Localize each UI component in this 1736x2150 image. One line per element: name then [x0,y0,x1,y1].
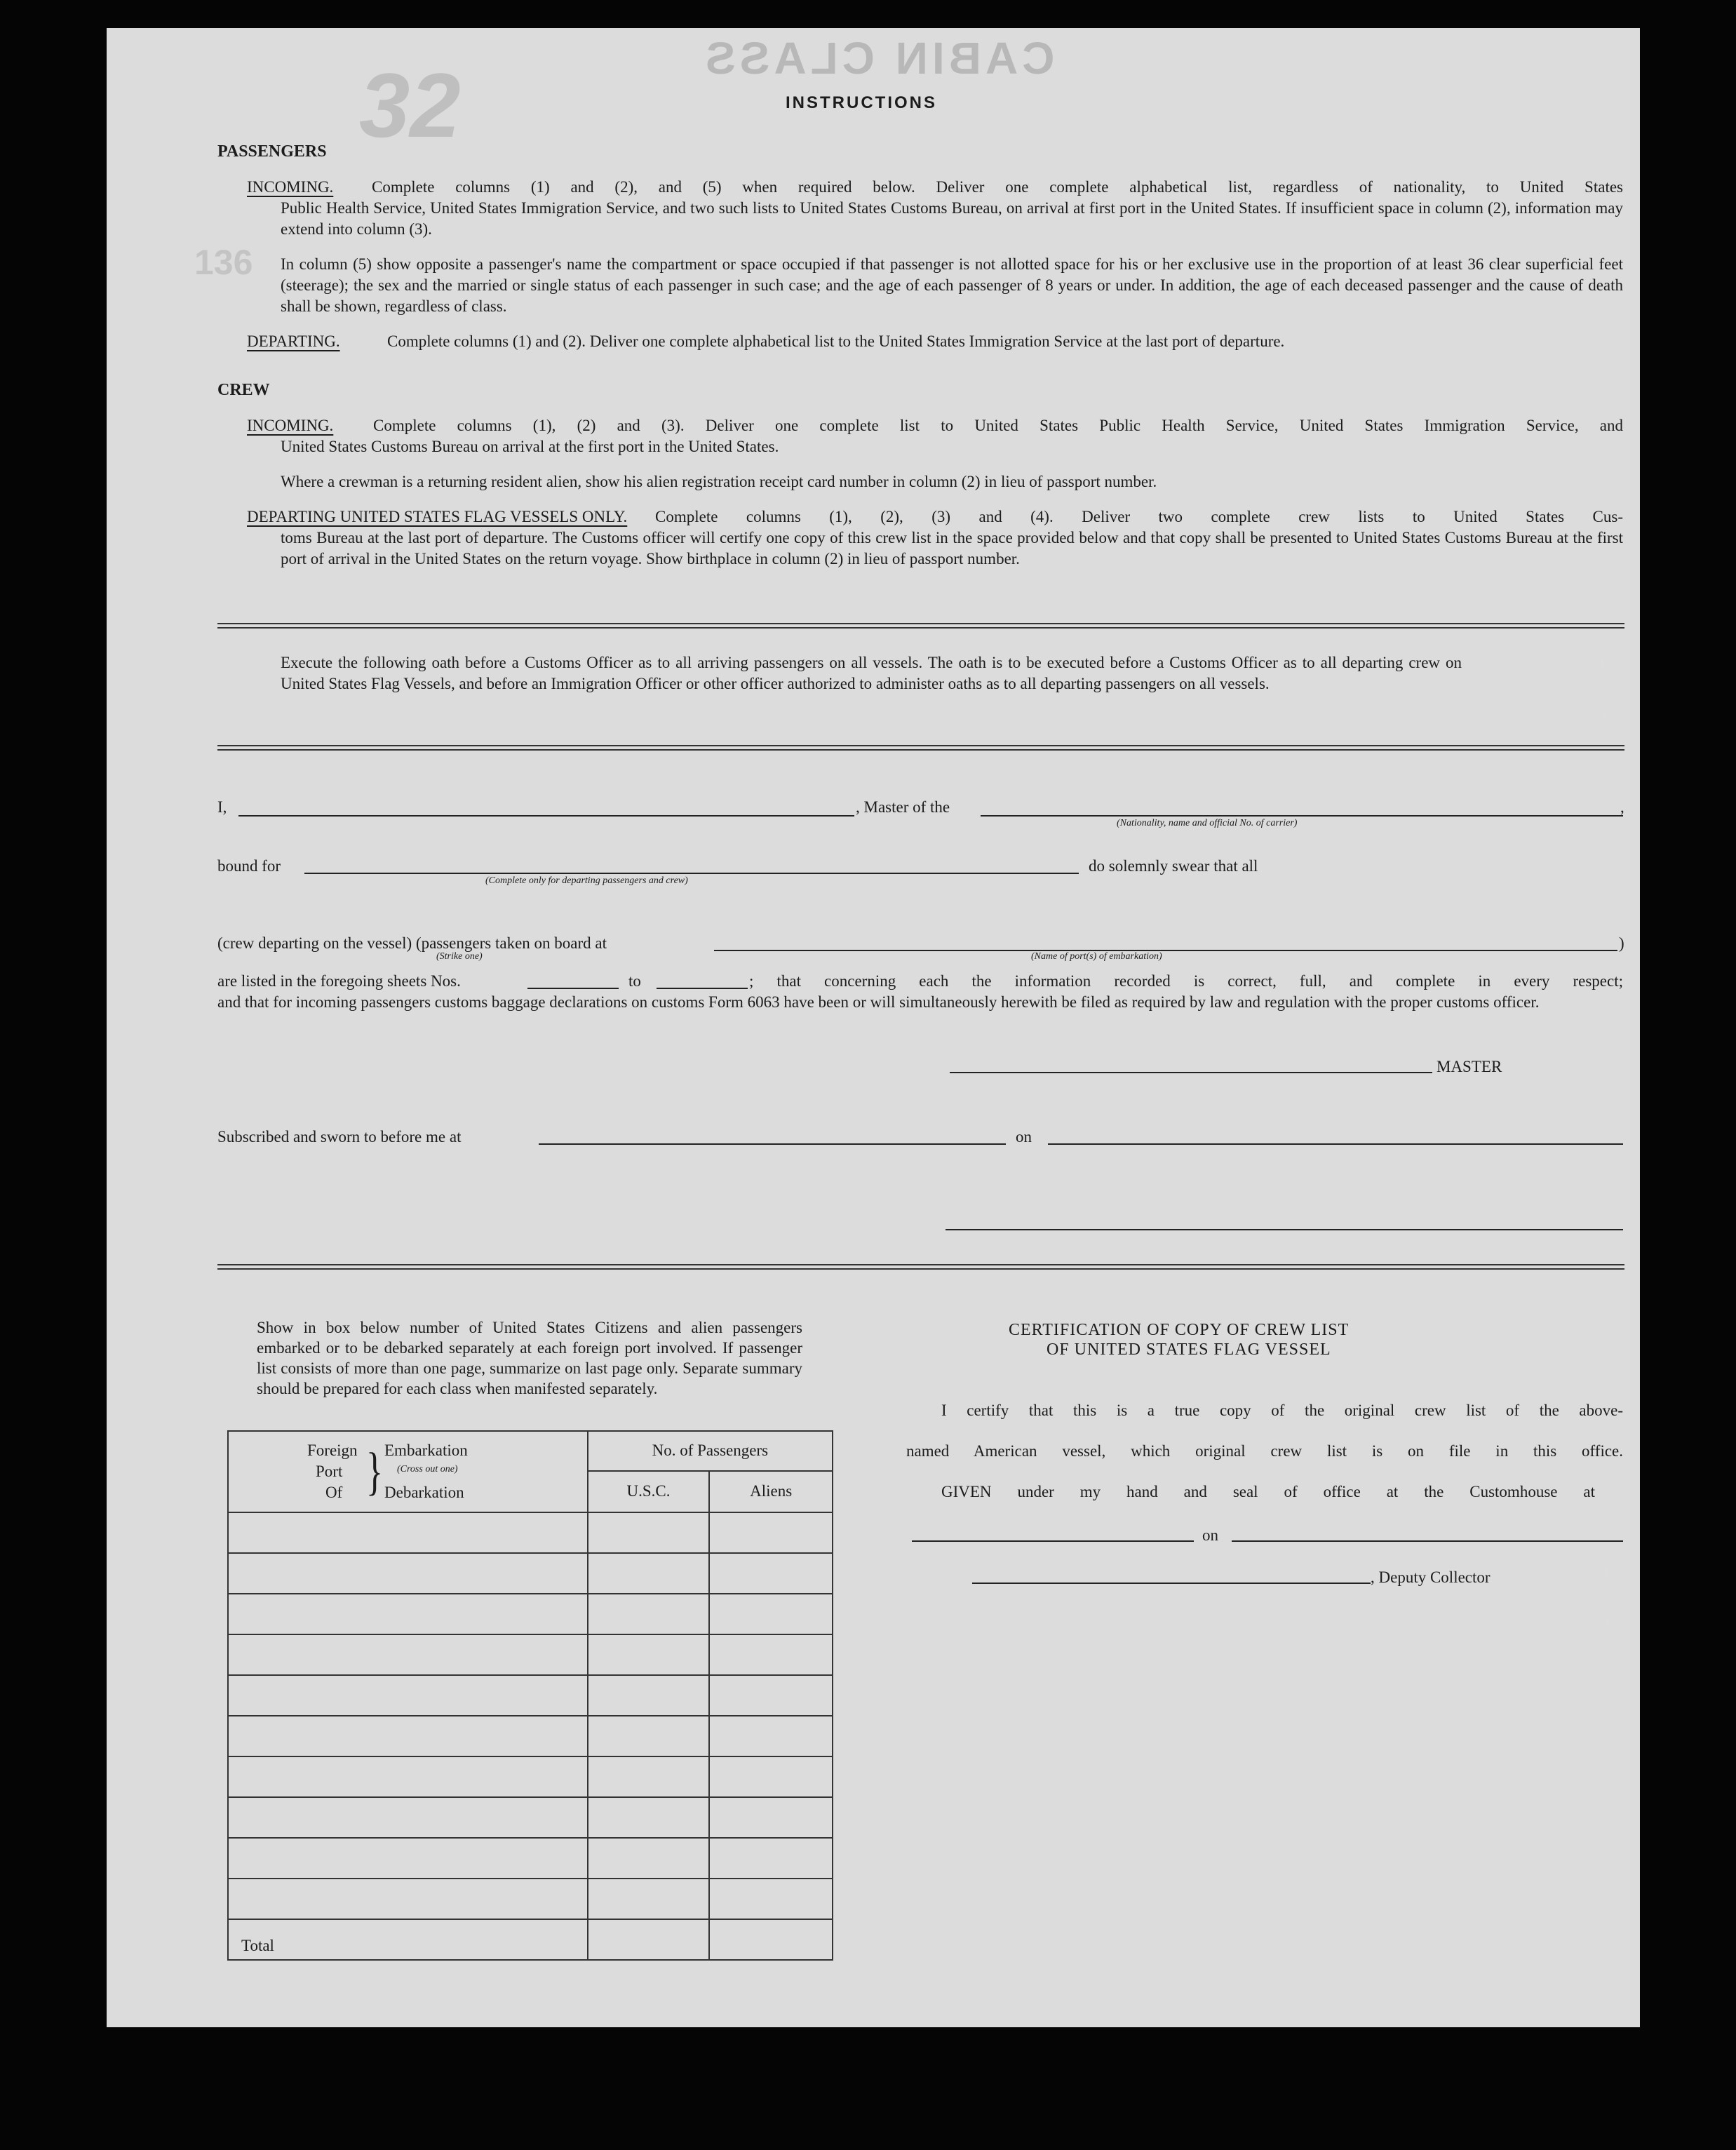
passengers-departing-label: DEPARTING. [247,332,340,350]
aliens-cell[interactable] [709,1675,833,1716]
usc-header: U.S.C. [588,1471,710,1512]
passengers-incoming-line1: Complete columns (1) and (2), and (5) when required below. Deliver one complete alphabetical list, regardless of nationality, to United States [372,178,1623,196]
embarkation-caption: (Name of port(s) of embarkation) [1031,951,1162,962]
total-aliens-cell[interactable] [709,1919,833,1960]
port-cell[interactable] [228,1716,588,1756]
passengers-incoming-label: INCOMING. [247,178,334,196]
usc-cell[interactable] [588,1838,710,1879]
brace-glyph: } [366,1442,383,1500]
passengers-heading: PASSENGERS [217,142,327,161]
divider [217,1264,1624,1270]
port-cell[interactable] [228,1594,588,1634]
given-line: GIVEN under my hand and seal of office at the Customhouse at [941,1483,1595,1500]
master-name-field[interactable] [238,815,854,817]
no-passengers-header: No. of Passengers [588,1431,833,1471]
sheet-to-field[interactable] [657,988,748,989]
bound-for-label: bound for [217,857,281,875]
listed-start: are listed in the foregoing sheets Nos. [217,972,461,990]
port-cell[interactable] [228,1512,588,1553]
summary-instruction: Show in box below number of United States Citizens and alien passengers embarked or to be debarked separately at each foreign port involved. If passenger list consists of more than one page, summarize on last page only. Separate summary should be prepared for each class when manifested separately. [257,1319,802,1397]
aliens-cell[interactable] [709,1797,833,1838]
crew-departing-label: DEPARTING UNITED STATES FLAG VESSELS ONLY. [247,508,628,525]
aliens-cell[interactable] [709,1634,833,1675]
certification-title-line1: CERTIFICATION OF COPY OF CREW LIST [1009,1321,1350,1339]
customhouse-field[interactable] [912,1540,1194,1542]
table-row [228,1553,833,1594]
crew-departing-text: toms Bureau at the last port of departure. The Customs officer will certify one copy of this crew list in the space provided below and that copy shall be presented to United States Customs Bureau at the first port of arrival in the United States on the return voyage. Show birthplace in column (2) in lieu of passport number. [281,529,1623,567]
table-row [228,1512,833,1553]
header-port: Port [316,1463,343,1480]
scan-speck [1605,1567,1608,1577]
table-row [228,1716,833,1756]
master-of-label: , Master of the [856,798,950,816]
bound-for-field[interactable] [304,873,1079,874]
embarkation-port-field[interactable] [714,950,1617,951]
instructions-title: INSTRUCTIONS [786,93,937,112]
header-of: Of [325,1484,343,1501]
aliens-cell[interactable] [709,1553,833,1594]
crew-heading: CREW [217,381,270,399]
swear-label: do solemnly swear that all [1089,857,1258,875]
divider [217,623,1624,629]
officer-signature-field[interactable] [946,1229,1623,1230]
usc-cell[interactable] [588,1879,710,1919]
deputy-collector-label: , Deputy Collector [1371,1568,1491,1586]
master-label: MASTER [1436,1058,1502,1075]
sworn-date-field[interactable] [1048,1143,1623,1145]
passengers-incoming-text: Public Health Service, United States Immigration Service, and two such lists to United States Customs Bureau, on arrival at first port in the United States. If insufficient space in column (2), information may extend into column (3). [281,199,1623,238]
table-row [228,1594,833,1634]
sheet-from-field[interactable] [527,988,619,989]
listed-to: to [628,972,641,990]
table-row [228,1634,833,1675]
crew-departing-line1: Complete columns (1), (2), (3) and (4). Deliver two complete crew lists to United States Cus- [655,508,1623,525]
usc-cell[interactable] [588,1797,710,1838]
margin-number: 136 [194,243,253,282]
scan-speck [1606,1619,1608,1625]
table-row [228,1756,833,1797]
usc-cell[interactable] [588,1512,710,1553]
listed-rest: and that for incoming passengers customs baggage declarations on customs Form 6063 have been or will simultaneously herewith be filed as required by law and regulation with the proper customs officer. [217,993,1540,1011]
form-page [107,28,1640,2027]
crew-incoming-line1: Complete columns (1), (2) and (3). Deliver one complete list to United States Public Health Service, United States Immigration Service, and [373,417,1623,434]
crew-passengers-label: (crew departing on the vessel) (passengers taken on board at [217,934,607,952]
usc-cell[interactable] [588,1553,710,1594]
oath-instruction: Execute the following oath before a Customs Officer as to all arriving passengers on all vessels. The oath is to be executed before a Customs Officer as to all departing crew on United States Flag Vessels, and before an Immigration Officer or other officer authorized to administer oaths as to all departing passengers on all vessels. [281,654,1462,692]
port-cell[interactable] [228,1756,588,1797]
aliens-cell[interactable] [709,1512,833,1553]
total-label: Total [228,1919,588,1960]
master-signature-field[interactable] [950,1072,1432,1073]
aliens-cell[interactable] [709,1594,833,1634]
bound-for-caption: (Complete only for departing passengers and crew) [485,875,688,886]
certify-line2: named American vessel, which original crew list is on file in this office. [906,1442,1623,1460]
sworn-place-field[interactable] [539,1143,1006,1145]
trailing-comma: , [1620,798,1624,816]
handwritten-page-number: 32 [359,54,461,156]
deputy-collector-signature[interactable] [972,1583,1371,1584]
port-cell[interactable] [228,1879,588,1919]
header-embarkation: Embarkation [384,1442,468,1459]
header-foreign: Foreign [307,1442,358,1459]
certification-title-line2: OF UNITED STATES FLAG VESSEL [1047,1341,1331,1359]
total-usc-cell[interactable] [588,1919,710,1960]
table-row [228,1675,833,1716]
port-header-cell [228,1431,588,1512]
aliens-cell[interactable] [709,1879,833,1919]
cabin-class-stamp: CABIN CLASS [701,33,1055,83]
table-row [228,1797,833,1838]
crew-alien-text: Where a crewman is a returning resident alien, show his alien registration receipt card number in column (2) in lieu of passport number. [281,473,1157,490]
header-cross-out: (Cross out one) [397,1464,458,1474]
port-cell[interactable] [228,1675,588,1716]
usc-cell[interactable] [588,1634,710,1675]
usc-cell[interactable] [588,1594,710,1634]
scan-speck [1601,659,1604,668]
close-paren: ) [1619,934,1624,952]
subscribed-label: Subscribed and sworn to before me at [217,1128,462,1145]
listed-line1-rest: ; that concerning each the information recorded is correct, full, and complete in every respect; [749,972,1623,990]
header-debarkation: Debarkation [384,1484,464,1501]
cert-on-label: on [1202,1526,1218,1544]
sworn-on-label: on [1016,1128,1032,1145]
crew-incoming-text: United States Customs Bureau on arrival at the first port in the United States. [281,438,779,455]
table-row [228,1879,833,1919]
aliens-header: Aliens [709,1471,833,1512]
passenger-summary-table [227,1430,833,1961]
usc-cell[interactable] [588,1716,710,1756]
port-cell[interactable] [228,1553,588,1594]
carrier-caption: (Nationality, name and official No. of carrier) [1117,818,1298,828]
usc-cell[interactable] [588,1675,710,1716]
strike-one-caption: (Strike one) [436,951,483,962]
port-cell[interactable] [228,1838,588,1879]
aliens-cell[interactable] [709,1756,833,1797]
scan-speck [1603,713,1606,717]
crew-incoming-label: INCOMING. [247,417,334,434]
certify-line1: I certify that this is a true copy of the original crew list of the above- [941,1402,1623,1419]
usc-cell[interactable] [588,1756,710,1797]
port-cell[interactable] [228,1634,588,1675]
aliens-cell[interactable] [709,1716,833,1756]
passengers-departing-text: Complete columns (1) and (2). Deliver one complete alphabetical list to the United States Immigration Service at the last port of departure. [387,332,1285,350]
table-row [228,1838,833,1879]
carrier-field[interactable] [981,815,1623,817]
cert-date-field[interactable] [1232,1540,1623,1542]
aliens-cell[interactable] [709,1838,833,1879]
port-cell[interactable] [228,1797,588,1838]
passengers-column5-text: In column (5) show opposite a passenger's name the compartment or space occupied if that passenger is not allotted space for his or her exclusive use in the proportion of at least 36 clear superficial feet (steerage); the sex and the married or single status of each passenger in such case; and the age of each passenger of 8 years or under. In addition, the age of each deceased passenger and the cause of death shall be shown, regardless of class. [281,255,1623,315]
divider [217,745,1624,751]
oath-i-label: I, [217,798,227,816]
